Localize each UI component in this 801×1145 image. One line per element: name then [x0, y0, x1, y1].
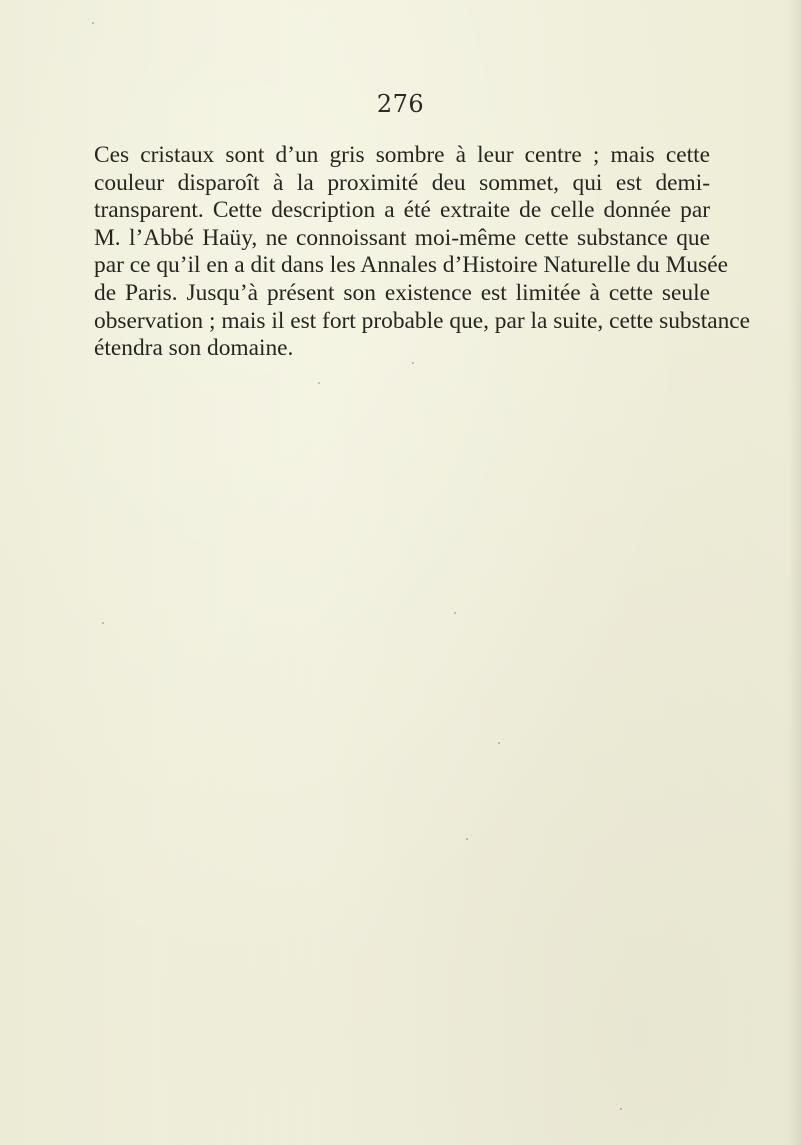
text-line-1: Ces cristaux sont d’un gris sombre à leur centre ; mais cette [94, 142, 710, 168]
text-line-5: par ce qu’il en a dit dans les Annales d’Histoire Naturelle du Musée [94, 252, 728, 279]
paper-speck [620, 1108, 622, 1110]
text-line-4: M. l’Abbé Haüy, ne connoissant moi-même cette substance que [94, 224, 710, 251]
paper-speck [454, 612, 456, 614]
text-line-7: observation ; mais il est fort probable que, par la suite, cette substance [94, 307, 751, 334]
paper-speck [102, 622, 104, 624]
page-edge-shadow [787, 0, 801, 1145]
text-line-8: étendra son domaine. [94, 335, 294, 362]
text-line-3: transparent. Cette description a été extraite de celle donnée par [94, 197, 710, 224]
text-line-2: couleur disparoît à la proximité deu sommet, qui est demi- [94, 169, 710, 196]
paper-speck [92, 22, 94, 24]
paper-speck [412, 362, 414, 364]
paper-speck [466, 838, 468, 840]
text-line-6: de Paris. Jusqu’à présent son existence est limitée à cette seule [94, 279, 710, 306]
paper-speck [318, 382, 320, 384]
page-number: 276 [376, 90, 425, 118]
paper-speck [498, 742, 500, 744]
body-paragraph [94, 142, 751, 363]
